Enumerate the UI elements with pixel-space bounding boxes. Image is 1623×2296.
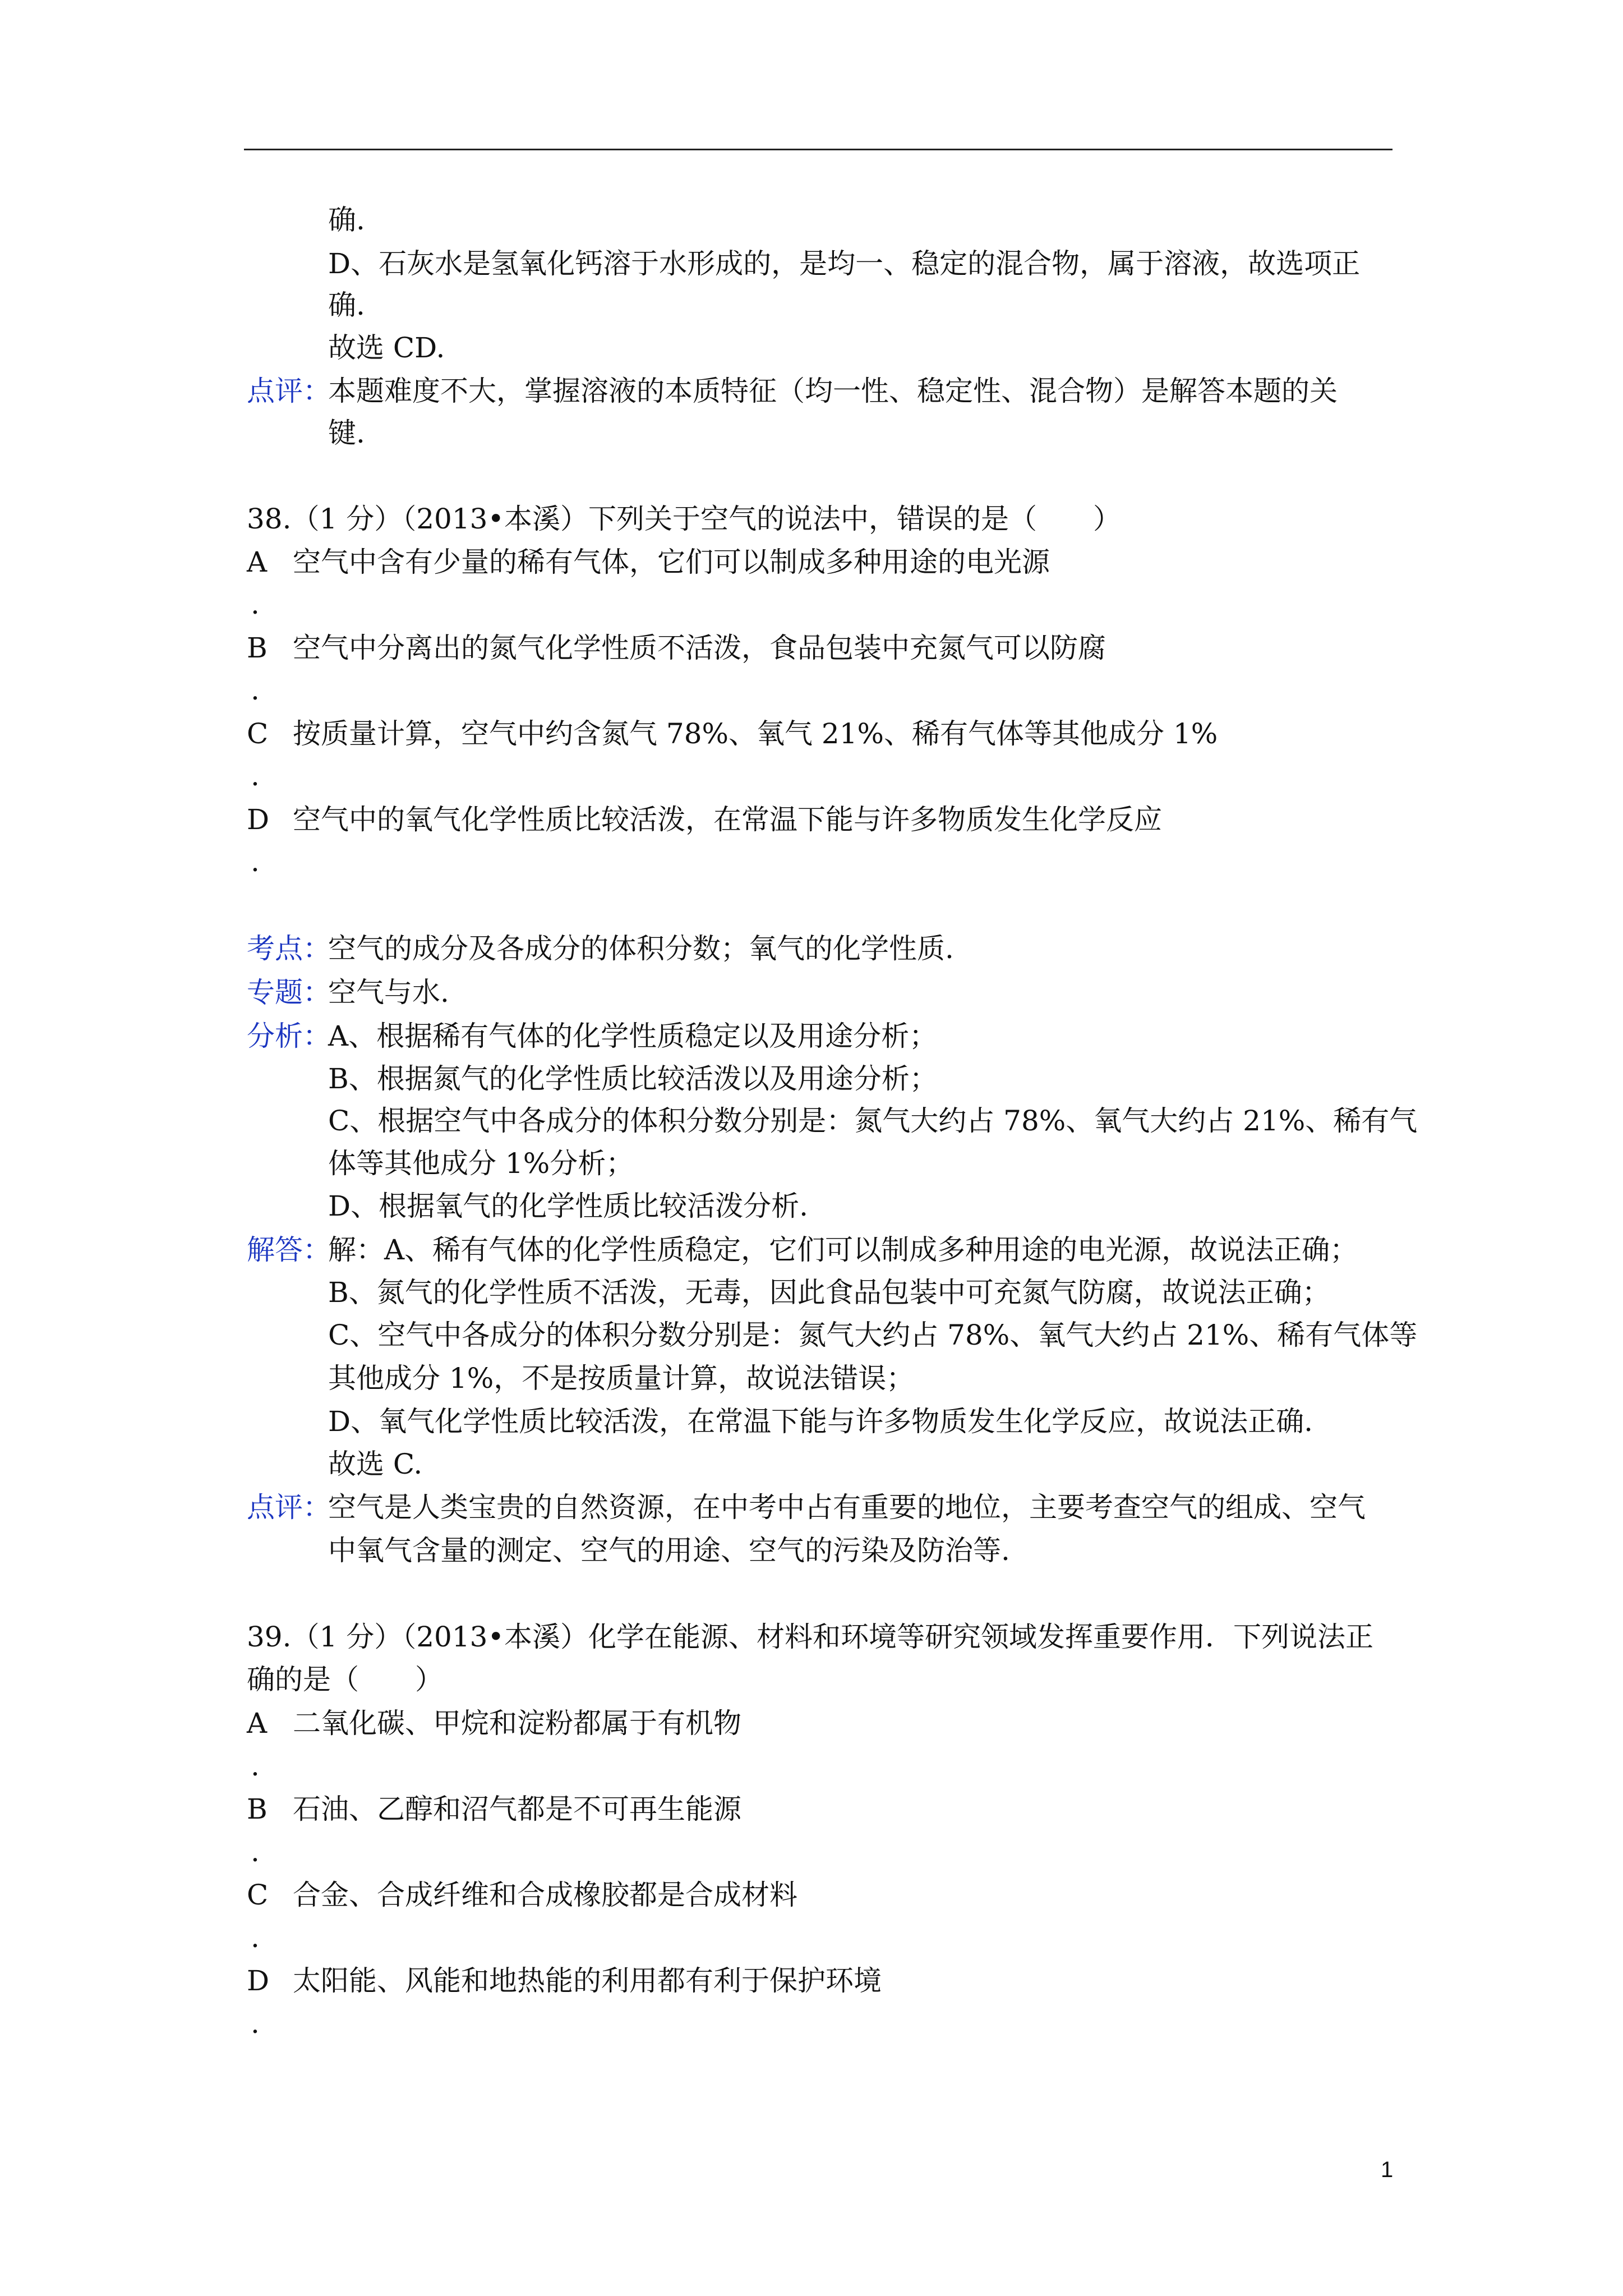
jieda-line: 其他成分 1%，不是按质量计算，故说法错误； — [328, 1362, 915, 1395]
option-text: 按质量计算，空气中约含氮气 78%、氧气 21%、稀有气体等其他成分 1% — [293, 717, 1218, 750]
question-stem: 38.（1 分）（2013•本溪）下列关于空气的说法中，错误的是（ ） — [247, 503, 1121, 535]
fenxi-line: B、根据氮气的化学性质比较活泼以及用途分析； — [328, 1062, 938, 1095]
text-line: D、石灰水是氢氧化钙溶于水形成的，是均一、稳定的混合物，属于溶液，故选项正 — [328, 247, 1361, 280]
fenxi-line: D、根据氧气的化学性质比较活泼分析. — [328, 1190, 808, 1222]
fenxi-line: 体等其他成分 1%分析； — [328, 1147, 634, 1180]
option-dot: . — [251, 674, 260, 706]
option-dot: . — [251, 760, 260, 792]
option-letter: A — [247, 546, 268, 578]
kaodian-text: 空气的成分及各成分的体积分数；氧气的化学性质. — [328, 932, 954, 965]
option-text: 空气中分离出的氮气化学性质不活泼，食品包装中充氮气可以防腐 — [293, 632, 1106, 664]
jieda-label: 解答： — [247, 1234, 331, 1266]
option-letter: C — [247, 1879, 269, 1911]
question-stem: 确的是（ ） — [247, 1663, 443, 1696]
option-letter: C — [247, 717, 269, 750]
option-text: 石油、乙醇和沼气都是不可再生能源 — [293, 1793, 741, 1825]
option-dot: . — [251, 1921, 260, 1954]
dianping-line: 空气是人类宝贵的自然资源，在中考中占有重要的地位，主要考查空气的组成、空气 — [328, 1491, 1366, 1524]
comment-label: 点评： — [247, 375, 331, 407]
text-line: 本题难度不大，掌握溶液的本质特征（均一性、稳定性、混合物）是解答本题的关 — [328, 375, 1338, 407]
option-letter: D — [247, 1964, 270, 1997]
option-letter: B — [247, 632, 268, 664]
option-letter: B — [247, 1793, 268, 1825]
option-dot: . — [251, 845, 260, 878]
option-text: 空气中含有少量的稀有气体，它们可以制成多种用途的电光源 — [293, 546, 1050, 578]
kaodian-label: 考点： — [247, 932, 331, 965]
page-number: 1 — [1381, 2157, 1394, 2182]
option-dot: . — [251, 1835, 260, 1868]
text-line: 确. — [328, 289, 365, 321]
text-line: 故选 CD. — [328, 332, 445, 364]
option-letter: A — [247, 1707, 268, 1740]
option-text: 二氧化碳、甲烷和淀粉都属于有机物 — [293, 1707, 741, 1740]
text-line: 确. — [328, 204, 365, 236]
jieda-line: D、氧气化学性质比较活泼，在常温下能与许多物质发生化学反应，故说法正确. — [328, 1405, 1313, 1438]
option-dot: . — [251, 588, 260, 620]
option-text: 空气中的氧气化学性质比较活泼，在常温下能与许多物质发生化学反应 — [293, 803, 1162, 836]
option-dot: . — [251, 1750, 260, 1782]
fenxi-line: A、根据稀有气体的化学性质稳定以及用途分析； — [328, 1020, 938, 1052]
zhuanti-text: 空气与水. — [328, 976, 449, 1009]
fenxi-line: C、根据空气中各成分的体积分数分别是：氮气大约占 78%、氧气大约占 21%、稀有气 — [328, 1105, 1418, 1137]
jieda-line: C、空气中各成分的体积分数分别是：氮气大约占 78%、氧气大约占 21%、稀有气体等 — [328, 1319, 1418, 1351]
zhuanti-label: 专题： — [247, 976, 331, 1009]
option-dot: . — [251, 2007, 260, 2040]
dianping-label: 点评： — [247, 1491, 331, 1524]
jieda-line: 故选 C. — [328, 1448, 423, 1480]
option-text: 合金、合成纤维和合成橡胶都是合成材料 — [293, 1879, 797, 1911]
jieda-line: 解：A、稀有气体的化学性质稳定，它们可以制成多种用途的电光源，故说法正确； — [328, 1234, 1358, 1266]
dianping-line: 中氧气含量的测定、空气的用途、空气的污染及防治等. — [328, 1534, 1010, 1567]
question-stem: 39.（1 分）（2013•本溪）化学在能源、材料和环境等研究领域发挥重要作用．下列说法正 — [247, 1621, 1373, 1653]
header-rule — [244, 149, 1393, 150]
option-letter: D — [247, 803, 270, 836]
fenxi-label: 分析： — [247, 1020, 331, 1052]
text-line: 键. — [328, 417, 365, 449]
option-text: 太阳能、风能和地热能的利用都有利于保护环境 — [293, 1964, 882, 1997]
jieda-line: B、氮气的化学性质不活泼，无毒，因此食品包装中可充氮气防腐，故说法正确； — [328, 1276, 1330, 1309]
